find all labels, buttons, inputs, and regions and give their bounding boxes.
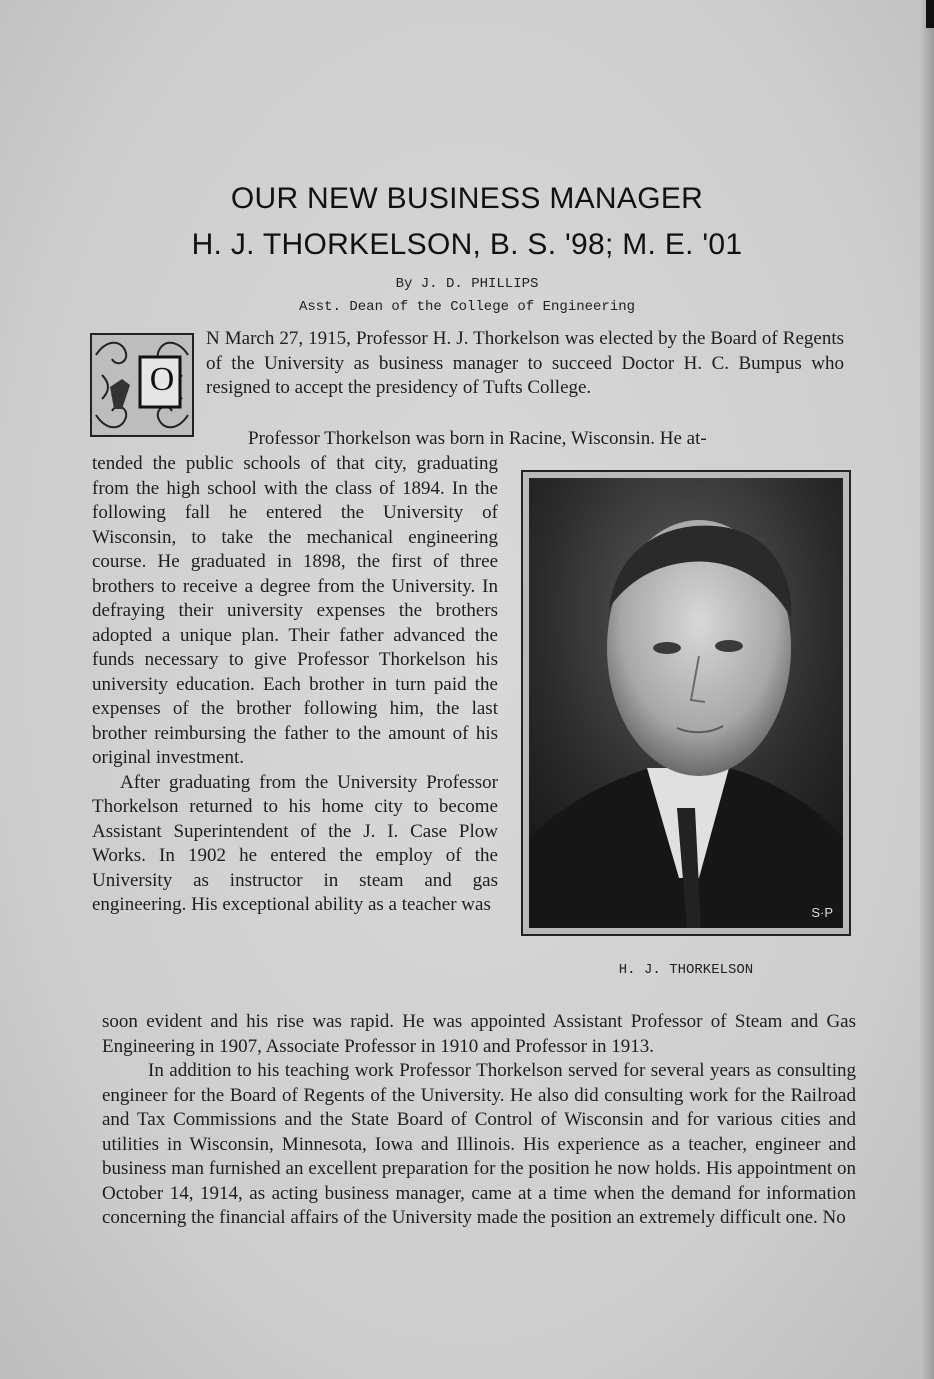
paragraph-1: tended the public schools of that city, graduating from the high school with the class of 1894. In the following fall he entered the University of Wisconsin, to take the mechanical engineering course. He graduated in 1898, the first of three brothers to receive a degree from the University. In defraying their university expenses the brothers adopted a unique plan. Their father advanced the funds necessary to give Professor Thorkelson his university education. Each brother in turn paid the expenses of the brother following him, the last brother reimbursing the father to the amount of his original investment. — [92, 453, 498, 768]
article-subtitle: H. J. THORKELSON, B. S. '98; M. E. '01 — [191, 228, 743, 261]
paragraph-2: After graduating from the University Professor Thorkelson returned to his home city to become Assistant Superintendent of the J. I. Case Plow Works. In 1902 he entered the employ of the University as instructor in steam and gas engineering. His exceptional ability as a teacher was — [92, 771, 498, 915]
drop-cap-ornament — [90, 333, 194, 437]
left-column — [92, 452, 498, 918]
paragraph-lead — [92, 427, 844, 452]
drop-cap-letter: O — [149, 361, 175, 398]
corner-mark — [926, 0, 934, 28]
byline: By J. D. PHILLIPS — [395, 276, 539, 292]
paragraph-2-continued: soon evident and his rise was rapid. He was appointed Assistant Professor of Steam and Gas Engineering in 1907, Associate Professor in 1910 and Professor in 1913. — [102, 1011, 856, 1057]
author-title: Asst. Dean of the College of Engineering — [298, 299, 636, 315]
continued-text — [102, 1010, 856, 1231]
photo-signature: S·P — [811, 905, 833, 920]
paragraph-3: In addition to his teaching work Professor Thorkelson served for several years as consulting engineer for the Board of Regents of the University. He also did consulting work for the Railroad and Tax Commissions and the State Board of Control of Wisconsin and for various cities and utilities in Wisconsin, Minnesota, Iowa and Illinois. His experience as a teacher, engineer and business man furnished an excellent preparation for the position he now holds. His appointment on October 14, 1914, as acting business manager, came at a time when the demand for information concerning the financial affairs of the University made the position an extremely difficult one. No — [102, 1060, 856, 1228]
intro-paragraph: N March 27, 1915, Professor H. J. Thorkelson was elected by the Board of Regents of the University as business manager to succeed Doctor H. C. Bumpus who resigned to accept the presidency of Tufts College. — [206, 328, 844, 398]
portrait-photo — [521, 470, 851, 936]
portrait-image — [529, 478, 843, 928]
article-title: OUR NEW BUSINESS MANAGER — [230, 182, 704, 215]
paragraph-1-lead: Professor Thorkelson was born in Racine, Wisconsin. He at- — [248, 428, 707, 449]
photo-caption: H. J. THORKELSON — [618, 962, 754, 978]
